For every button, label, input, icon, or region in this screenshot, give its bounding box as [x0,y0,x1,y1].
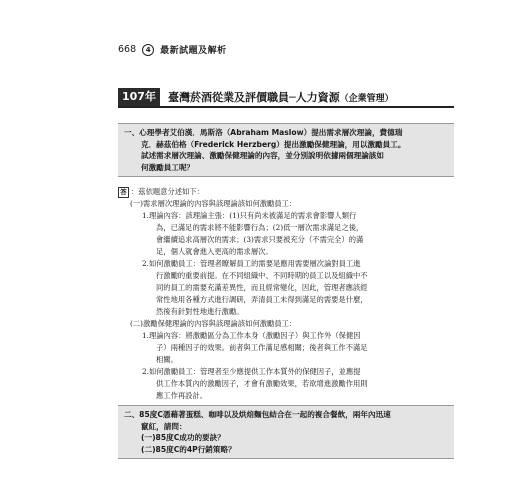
section-1-item-2-line: 2.如何激勵員工：管理者瞭解員工的需要是應用需要層次論對員工進 [142,259,361,268]
answer-label: 答 [118,187,129,198]
section-1-item-2-line: 行激勵的重要前提。在不同組織中、不同時期的員工以及組織中不 [156,271,368,280]
exam-title [168,89,394,105]
section-2-item-1-line: 相關。 [156,355,178,364]
page-number: 668 [118,44,137,55]
section-1-heading: (一)需求層次理論的內容與該理論該如何激勵員工： [130,199,297,208]
question-2-line: 二、85度C憑藉著蛋糕、咖啡以及烘焙麵包結合在一起的複合餐飲，兩年內迅速 [124,410,391,419]
section-2-item-2-line: 應工作再設計。 [156,391,208,400]
section-1-item-1-line: 會繼續追求高層次的需求；(3)需求只要被充分（不需完全）的滿 [156,235,364,244]
section-1-item-2-line: 然後有針對性地進行激勵。 [156,307,244,316]
question-1-box [118,123,454,177]
question-1-line: 何激勵員工呢？ [141,162,195,172]
question-2-subquestion: (一)85度C成功的要訣？ [141,433,225,442]
year-tag: 107年 [118,88,160,106]
chapter-badge: 4 [142,44,154,56]
answer-body [118,186,458,402]
section-1-item-2-line: 常性地用各種方式進行調研，弄清員工未得到滿足的需要是什麼， [156,295,368,304]
answer-intro-text: ：茲依題意分述如下： [131,187,204,196]
section-2-item-2-line: 2.如何激勵員工：管理者至少應提供工作本質外的保健因子，並應提 [142,367,361,376]
question-1-line: 克．赫茲伯格（Frederick Herzberg）提出激勵保健理論，用以激勵員工。 [141,139,406,149]
exam-title-main: 臺灣菸酒從業及評價職員─人力資源 [167,91,340,104]
section-1-item-1-line: 足，個人就會進入更高的需求層次。 [156,247,273,256]
answer-intro [118,186,458,198]
section-2-item-2-line: 供工作本質內的激勵因子，才會有激勵效果，若欲增進激勵作用則 [156,379,368,388]
exam-banner [118,88,454,108]
section-1-item-1-line: 1.理論內容：該理論主張：(1)只有尚未被滿足的需求會影響人類行 [142,211,357,220]
section-1-item-2-line: 同的員工的需要充滿差異性，而且經常變化，因此，管理者應該經 [156,283,368,292]
running-header [118,43,227,56]
running-title: 最新試題及解析 [160,46,227,56]
exam-subject: （企業管理） [339,94,394,104]
question-1-line: 試述需求層次理論、激勵保健理論的內容，並分別說明依據兩個理論該如 [141,151,384,160]
question-2-box [118,405,454,459]
question-2-subquestion: (二)85度C的4P行銷策略？ [141,444,236,454]
section-2-heading: (二)激勵保健理論的內容與該理論該如何激勵員工： [130,319,297,328]
section-2-item-1-line: 1.理論內容：將激勵區分為工作本身（激勵因子）與工作外（保健因 [142,331,361,340]
question-1-line: 一、心理學者艾伯漢．馬斯洛（Abraham Maslow）提出需求層次理論，費德瑞 [124,128,403,137]
section-2-item-1-line: 子）兩種因子的效果。前者與工作滿足感相關；後者與工作不滿足 [156,343,368,352]
question-2-line: 竄紅，請問： [141,421,187,431]
section-1-item-1-line: 為，已滿足的需求將不能影響行為；(2)低一層次需求滿足之後， [156,223,364,232]
